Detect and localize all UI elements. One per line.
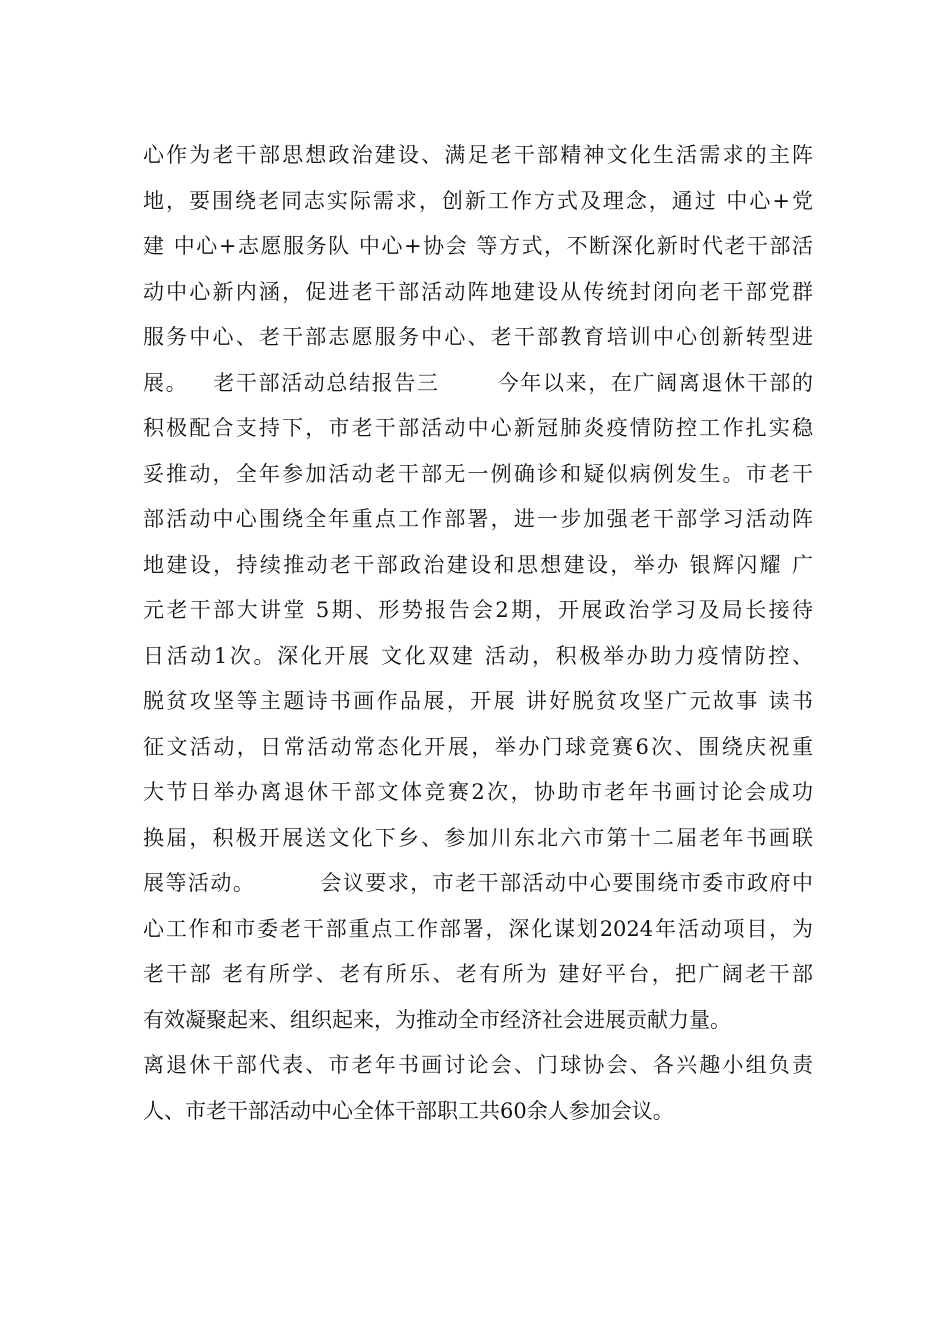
text-line: 部活动中心围绕全年重点工作部署，进一步加强老干部学习活动阵 — [143, 507, 813, 531]
text-line: 人、市老干部活动中心全体干部职工共60余人参加会议。 — [143, 1098, 674, 1123]
text-line: 动中心新内涵，促进老干部活动阵地建设从传统封闭向老干部党群 — [143, 279, 813, 304]
body-text — [143, 133, 813, 1134]
text-line: 老干部 老有所学、老有所乐、老有所为 建好平台，把广阔老干部 — [143, 962, 813, 986]
text-line: 展等活动。 会议要求，市老干部活动中心要围绕市委市政府中 — [143, 871, 813, 895]
text-line: 征文活动，日常活动常态化开展，举办门球竞赛6次、围绕庆祝重 — [143, 734, 813, 759]
text-line: 换届，积极开展送文化下乡、参加川东北六市第十二届老年书画联 — [143, 825, 813, 850]
text-line: 有效凝聚起来、组织起来，为推动全市经济社会进展贡献力量。 — [143, 1007, 731, 1032]
text-line: 积极配合支持下，市老干部活动中心新冠肺炎疫情防控工作扎实稳 — [143, 416, 813, 440]
text-line: 离退休干部代表、市老年书画讨论会、门球协会、各兴趣小组负责 — [143, 1053, 813, 1077]
text-line: 心作为老干部思想政治建设、满足老干部精神文化生活需求的主阵 — [143, 143, 813, 167]
text-line: 脱贫攻坚等主题诗书画作品展，开展 讲好脱贫攻坚广元故事 读书 — [143, 689, 813, 713]
text-line: 日活动1次。深化开展 文化双建 活动，积极举办助力疫情防控、 — [143, 643, 813, 668]
text-line: 建 中心+志愿服务队 中心+协会 等方式，不断深化新时代老干部活 — [143, 234, 813, 258]
text-line: 展。 老干部活动总结报告三 今年以来，在广阔离退休干部的 — [143, 370, 813, 395]
text-line: 地，要围绕老同志实际需求，创新工作方式及理念，通过 中心+党 — [143, 188, 813, 213]
text-line: 地建设，持续推动老干部政治建设和思想建设，举办 银辉闪耀 广 — [143, 552, 813, 577]
text-line: 服务中心、老干部志愿服务中心、老干部教育培训中心创新转型进 — [143, 325, 813, 349]
text-line: 元老干部大讲堂 5期、形势报告会2期，开展政治学习及局长接待 — [143, 598, 813, 622]
text-line: 心工作和市委老干部重点工作部署，深化谋划2024年活动项目，为 — [143, 916, 813, 941]
text-line: 大节日举办离退休干部文体竞赛2次，协助市老年书画讨论会成功 — [143, 780, 813, 804]
text-line: 妥推动，全年参加活动老干部无一例确诊和疑似病例发生。市老干 — [143, 461, 813, 486]
